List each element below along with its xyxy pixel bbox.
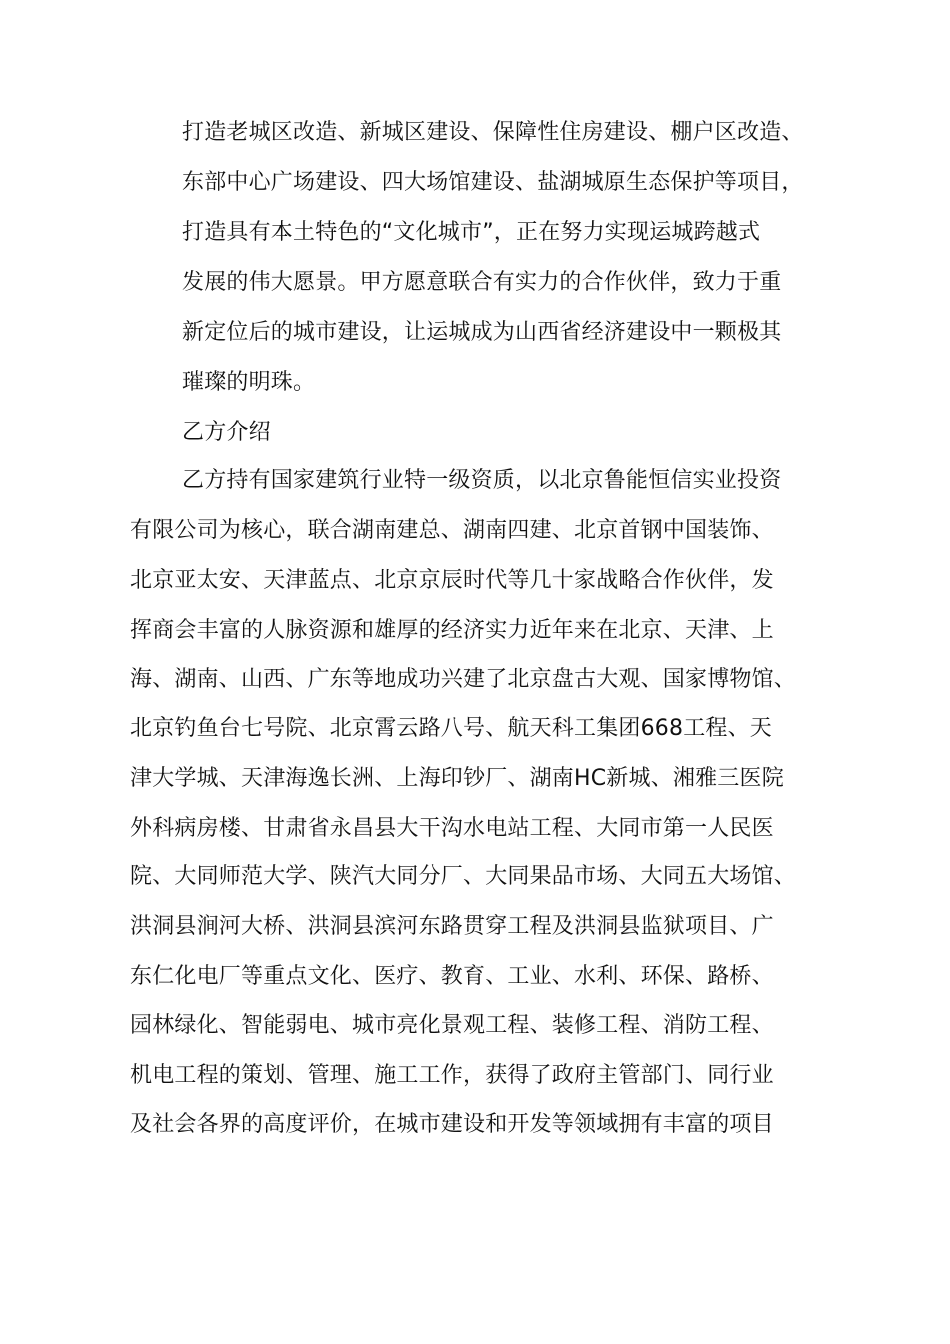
- paragraph-line: 北京亚太安、天津蓝点、北京京辰时代等几十家战略合作伙伴，发: [130, 568, 774, 593]
- paragraph-line: 东仁化电厂等重点文化、医疗、教育、工业、水利、环保、路桥、: [130, 964, 774, 989]
- paragraph-line: 璀璨的明珠。: [182, 370, 316, 395]
- paragraph-line: 东部中心广场建设、四大场馆建设、盐湖城原生态保护等项目，: [182, 170, 804, 195]
- paragraph-line: 挥商会丰富的人脉资源和雄厚的经济实力近年来在北京、天津、上: [130, 618, 774, 643]
- paragraph-line: 北京钓鱼台七号院、北京霄云路八号、航天科工集团668工程、天: [130, 716, 772, 741]
- section-heading: 乙方介绍: [182, 420, 271, 445]
- paragraph-line: 有限公司为核心，联合湖南建总、湖南四建、北京首钢中国装饰、: [130, 518, 774, 543]
- paragraph-line: 院、大同师范大学、陕汽大同分厂、大同果品市场、大同五大场馆、: [130, 864, 797, 889]
- paragraph-line: 园林绿化、智能弱电、城市亮化景观工程、装修工程、消防工程、: [130, 1013, 774, 1038]
- paragraph-line: 新定位后的城市建设，让运城成为山西省经济建设中一颗极其: [182, 320, 782, 345]
- paragraph-line: 外科病房楼、甘肃省永昌县大干沟水电站工程、大同市第一人民医: [130, 816, 774, 841]
- paragraph-line: 海、湖南、山西、广东等地成功兴建了北京盘古大观、国家博物馆、: [130, 667, 797, 692]
- paragraph-line: 机电工程的策划、管理、施工工作，获得了政府主管部门、同行业: [130, 1063, 774, 1088]
- paragraph-line: 及社会各界的高度评价，在城市建设和开发等领域拥有丰富的项目: [130, 1112, 774, 1137]
- paragraph-line: 发展的伟大愿景。甲方愿意联合有实力的合作伙伴，致力于重: [182, 270, 782, 295]
- paragraph-line: 洪洞县涧河大桥、洪洞县滨河东路贯穿工程及洪洞县监狱项目、广: [130, 914, 774, 939]
- paragraph-line: 打造老城区改造、新城区建设、保障性住房建设、棚户区改造、: [182, 120, 804, 145]
- paragraph-line: 乙方持有国家建筑行业特一级资质，以北京鲁能恒信实业投资: [182, 468, 782, 493]
- paragraph-line: 津大学城、天津海逸长洲、上海印钞厂、湖南HC新城、湘雅三医院: [130, 766, 784, 791]
- paragraph-line: 打造具有本土特色的“文化城市”，正在努力实现运城跨越式: [182, 220, 761, 245]
